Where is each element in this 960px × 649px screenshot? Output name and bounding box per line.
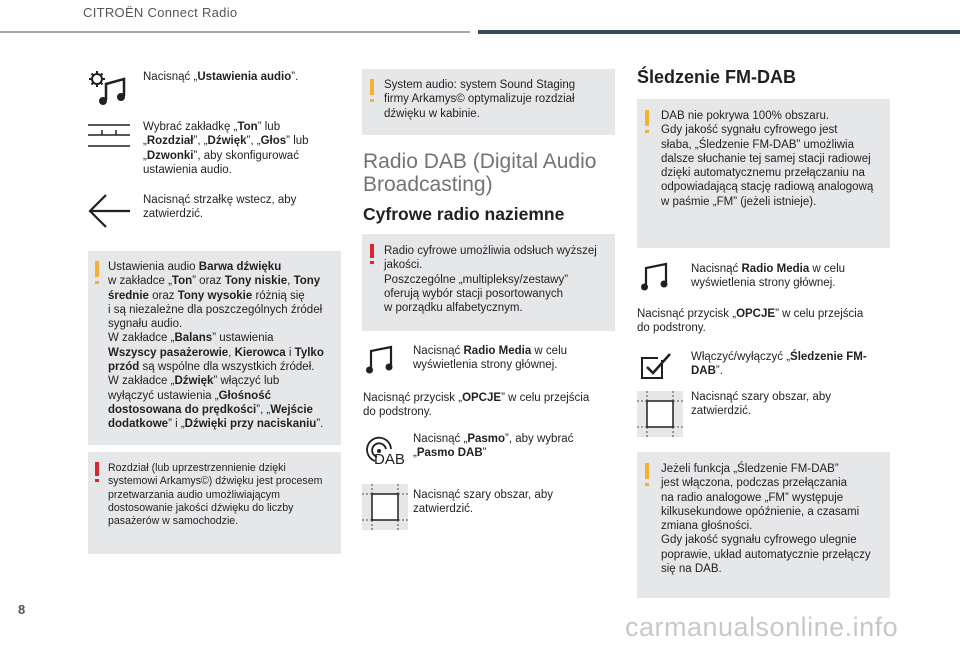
step-strzalka-wstecz: Nacisnąć strzałkę wstecz, aby zatwierdzić. [143,194,297,221]
info-icon [645,463,649,479]
header-title: CITROËN Connect Radio [83,5,238,20]
info-icon-dot [95,281,99,284]
warning-text-radio-cyfrowe: Radio cyfrowe umożliwia odsłuch wyższej jakości. Poszczególne „multipleksy/zestawy” oferują wybór stacji posortowanych w porządku alfabetycznym. [384,245,597,315]
info-icon-dot [645,483,649,486]
step-radio-media: Nacisnąć Radio Media w celu wyświetlenia strony głównej. [691,263,846,290]
grey-area-icon [362,484,407,529]
watermark: carmanualsonline.info [625,612,899,642]
info-text-audio-settings: Ustawienia audio Barwa dźwięku w zakładce „Ton” oraz Tony niskie, Tony średnie oraz Tony wysokie różnią się i są niezależne dla poszczególnych źródeł sygnału audio. W zakładce „Balans” ustawienia Wszyscy pasażerowie, Kierowca i Tylko przód są wspólne dla wszystkich źródeł. W zakładce „Dźwięk” włączyć lub wyłączyć ustawienia „Głośność dostosowana do prędkości”, „Wejście dodatkowe” i „Dźwięki przy naciskaniu”. [108,261,324,431]
step-szary-obszar: Nacisnąć szary obszar, aby zatwierdzić. [413,489,553,516]
tab-lines-icon [88,124,128,148]
page-number: 8 [18,602,26,617]
warning-icon [95,462,99,476]
step-wybrac-zakladke: Wybrać zakładkę „Ton” lub „Rozdział”, „Dźwięk”, „Głos” lub „Dzwonki”, aby skonfigurować ustawienia audio. [143,121,309,176]
back-arrow-icon [88,193,128,229]
info-text-fm-dab-delay: Jeżeli funkcja „Śledzenie FM-DAB” jest włączona, podczas przełączania na radio analogowe „FM” występuje kilkusekundowe opóźnienie, a czasami zmiana głośności. Gdy jakość sygnału cyfrowego ulegnie poprawie, układ automatycznie przełączy się na DAB. [661,463,871,576]
info-icon [95,261,99,277]
dab-label: DAB [374,451,405,468]
info-icon [645,110,649,126]
step-opcje: Nacisnąć przycisk „OPCJE” w celu przejścia do podstrony. [363,392,590,419]
warning-icon [370,244,374,258]
section-title-radio-dab: Radio DAB (Digital Audio Broadcasting) [363,150,597,196]
step-opcje: Nacisnąć przycisk „OPCJE” w celu przejścia do podstrony. [637,308,864,335]
info-text-dab-coverage: DAB nie pokrywa 100% obszaru. Gdy jakość sygnału cyfrowego jest słaba, „Śledzenie FM-DAB” umożliwia dalsze słuchanie tej samej stacji radiowej dzięki automatycznemu przełączaniu na odpowiadającą stację radiową analogową w paśmie „FM” (jeżeli istnieje). [661,110,874,208]
step-pasmo: Nacisnąć „Pasmo”, aby wybrać „Pasmo DAB” [413,433,574,460]
warning-icon-dot [95,479,99,482]
step-radio-media: Nacisnąć Radio Media w celu wyświetlenia strony głównej. [413,345,568,372]
step-sledzenie-toggle: Włączyć/wyłączyć „Śledzenie FM- DAB”. [691,351,867,378]
music-note-icon [640,262,670,292]
music-note-icon [365,345,395,375]
info-text-sound-staging: System audio: system Sound Staging firmy Arkamys© optymalizuje rozdział dźwięku w kabinie. [384,79,576,120]
info-icon-dot [370,99,374,102]
settings-music-icon [88,70,128,110]
warning-icon-dot [370,261,374,264]
info-icon [370,79,374,95]
subsection-title-cyfrowe: Cyfrowe radio naziemne [363,204,565,224]
header-line-left [0,31,470,33]
step-ustawienia-audio: Nacisnąć „Ustawienia audio”. [143,71,299,83]
header-line-right [478,30,960,34]
section-title-sledzenie: Śledzenie FM-DAB [637,67,797,87]
info-icon-dot [645,130,649,133]
step-szary-obszar: Nacisnąć szary obszar, aby zatwierdzić. [691,391,831,418]
grey-area-icon [637,391,682,436]
warning-text-rozdzial: Rozdział (lub uprzestrzennienie dzięki systemowi Arkamys©) dźwięku jest procesem przetwarzania audio umożliwiającym dostosowanie jakości dźwięku do liczby pasażerów w samochodzie. [108,462,323,528]
dab-radio-icon [365,437,407,473]
checkbox-checked-icon [640,352,672,382]
